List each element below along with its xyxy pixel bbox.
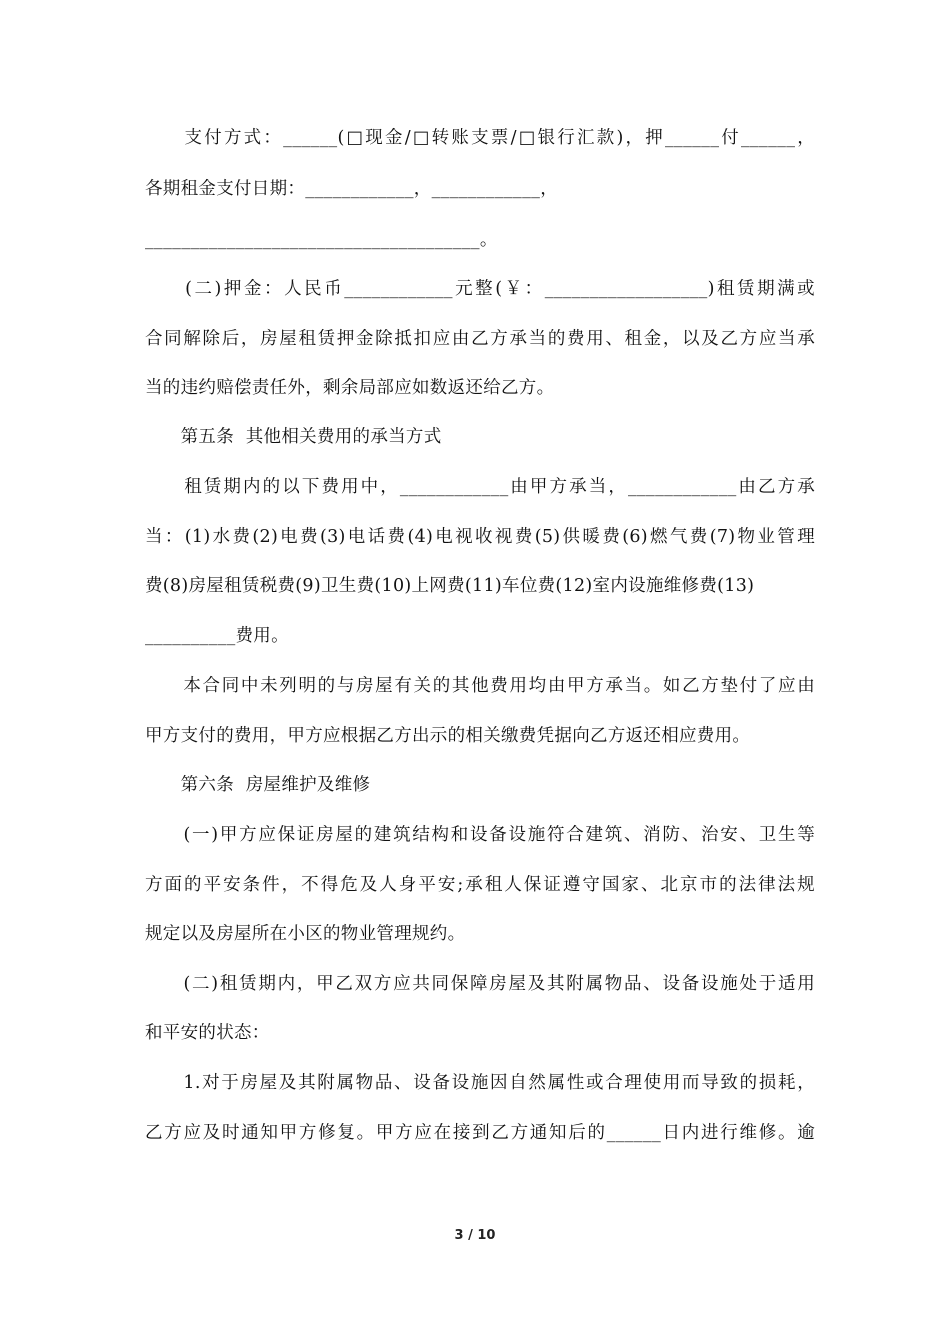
text-line: __________费用。 (145, 626, 289, 646)
page-number: 3 / 10 (454, 1228, 496, 1243)
text-line: 当：(1)水费(2)电费(3)电话费(4)电视收视费(5)供暖费(6)燃气费(7)物业管理 (145, 527, 815, 547)
text-line: _____________________________________。 (145, 230, 498, 250)
section-heading: 第六条 房屋维护及维修 (145, 775, 371, 795)
text-line: 乙方应及时通知甲方修复。甲方应在接到乙方通知后的______日内进行维修。逾 (145, 1123, 815, 1143)
text-line: 本合同中未列明的与房屋有关的其他费用均由甲方承当。如乙方垫付了应由 (145, 676, 815, 696)
text-line: 费(8)房屋租赁税费(9)卫生费(10)上网费(11)车位费(12)室内设施维修费(13) (145, 576, 755, 596)
section-heading: 第五条 其他相关费用的承当方式 (145, 427, 442, 447)
text-line: 支付方式：______(□现金/□转账支票/□银行汇款)，押______付______， (145, 128, 815, 148)
text-line: 甲方支付的费用，甲方应根据乙方出示的相关缴费凭据向乙方返还相应费用。 (145, 726, 751, 746)
text-line: 合同解除后，房屋租赁押金除抵扣应由乙方承当的费用、租金，以及乙方应当承 (145, 329, 815, 349)
text-line: 和平安的状态： (145, 1023, 270, 1043)
text-line: 方面的平安条件，不得危及人身平安;承租人保证遵守国家、北京市的法律法规 (145, 875, 815, 895)
text-line: (二)租赁期内，甲乙双方应共同保障房屋及其附属物品、设备设施处于适用 (145, 974, 815, 994)
text-line: 当的违约赔偿责任外，剩余局部应如数返还给乙方。 (145, 378, 555, 398)
text-line: 各期租金支付日期：____________，____________， (145, 179, 558, 199)
text-line: 1.对于房屋及其附属物品、设备设施因自然属性或合理使用而导致的损耗， (145, 1073, 815, 1093)
text-line: 规定以及房屋所在小区的物业管理规约。 (145, 924, 466, 944)
text-line: 租赁期内的以下费用中，____________由甲方承当，____________由乙方承 (145, 477, 815, 497)
text-line: (一)甲方应保证房屋的建筑结构和设备设施符合建筑、消防、治安、卫生等 (145, 825, 815, 845)
text-line: (二)押金：人民币____________元整(￥：__________________)租赁期满或 (145, 279, 815, 299)
